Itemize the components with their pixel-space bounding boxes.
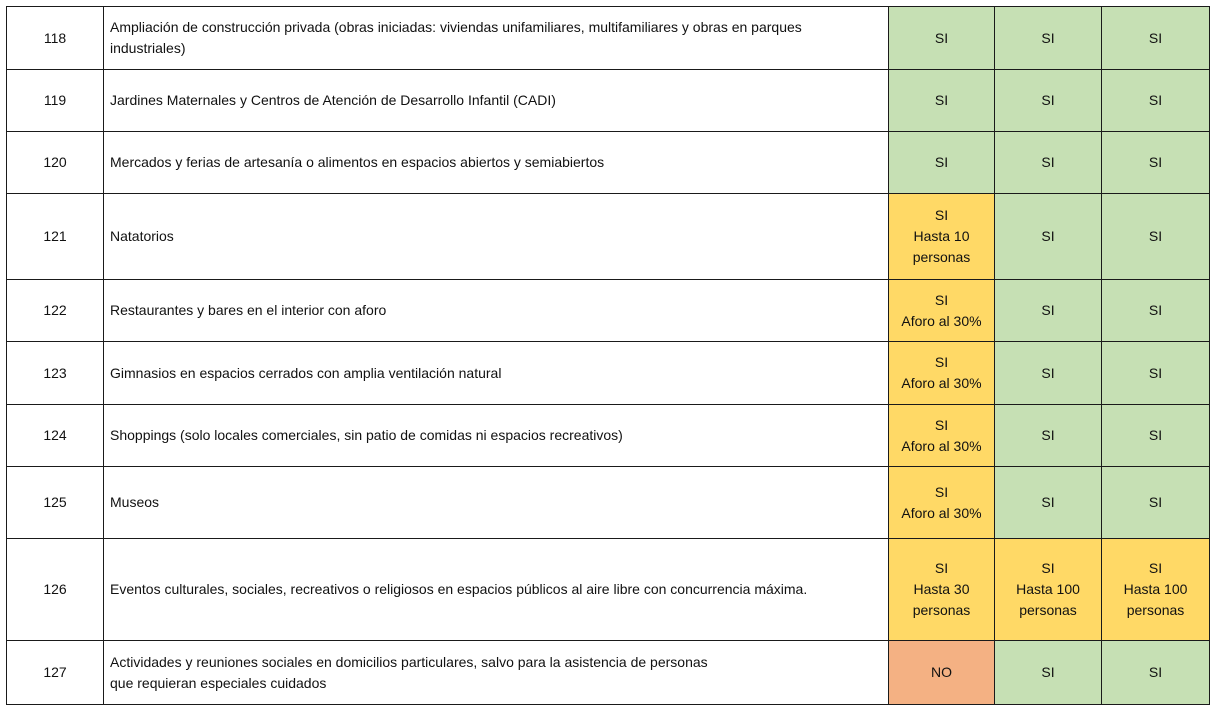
row-number: 126 bbox=[7, 539, 104, 641]
status-cell-phase-1 bbox=[889, 70, 995, 132]
description-line: Actividades y reuniones sociales en domicilios particulares, salvo para la asistencia de personas bbox=[110, 653, 708, 670]
status-text: SI bbox=[1148, 228, 1163, 244]
description-line: Restaurantes y bares en el interior con aforo bbox=[110, 302, 387, 318]
status-cell-phase-2 bbox=[995, 342, 1102, 405]
description-line: Mercados y ferias de artesanía o alimentos en espacios abiertos y semiabiertos bbox=[110, 154, 605, 170]
row-number: 122 bbox=[7, 280, 104, 342]
status-text: SI bbox=[934, 560, 949, 576]
status-cell-phase-3 bbox=[1102, 467, 1210, 539]
row-number: 121 bbox=[7, 194, 104, 280]
status-cell-phase-1 bbox=[889, 467, 995, 539]
table-row bbox=[7, 539, 1210, 641]
status-text: SI bbox=[1148, 494, 1163, 510]
activity-description bbox=[104, 641, 889, 705]
status-cell-phase-2 bbox=[995, 194, 1102, 280]
status-condition: personas bbox=[1126, 602, 1185, 618]
description-line: Museos bbox=[110, 494, 160, 510]
status-cell-phase-3 bbox=[1102, 132, 1210, 194]
activities-table bbox=[6, 6, 1210, 705]
status-cell-phase-3 bbox=[1102, 539, 1210, 641]
status-cell-phase-1 bbox=[889, 405, 995, 467]
status-text: SI bbox=[934, 416, 949, 433]
status-cell-phase-1 bbox=[889, 539, 995, 641]
status-text: SI bbox=[1041, 494, 1055, 510]
status-text: SI bbox=[934, 29, 949, 46]
table-row bbox=[7, 467, 1210, 539]
activity-description bbox=[104, 194, 889, 280]
status-text: SI bbox=[1041, 427, 1055, 443]
status-text: SI bbox=[1041, 154, 1055, 170]
table-row bbox=[7, 132, 1210, 194]
status-cell-phase-3 bbox=[1102, 405, 1210, 467]
status-text: SI bbox=[1148, 154, 1163, 170]
status-cell-phase-2 bbox=[995, 280, 1102, 342]
status-text: SI bbox=[1041, 560, 1055, 576]
description-line: industriales) bbox=[110, 40, 186, 56]
status-text: SI bbox=[1041, 664, 1055, 680]
description-line: Gimnasios en espacios cerrados con amplia ventilación natural bbox=[110, 364, 502, 381]
status-text: SI bbox=[934, 291, 949, 308]
status-condition: personas bbox=[912, 249, 971, 265]
table-row bbox=[7, 70, 1210, 132]
status-condition: personas bbox=[1019, 602, 1077, 618]
status-text: SI bbox=[1041, 29, 1055, 46]
status-text: SI bbox=[1148, 664, 1163, 680]
status-condition: Hasta 100 bbox=[1016, 581, 1080, 597]
status-text: SI bbox=[1148, 92, 1163, 108]
activity-description bbox=[104, 467, 889, 539]
status-text: SI bbox=[1148, 302, 1163, 318]
status-text: SI bbox=[1148, 427, 1163, 443]
status-text: SI bbox=[1041, 92, 1055, 108]
table-row bbox=[7, 342, 1210, 405]
status-cell-phase-2 bbox=[995, 405, 1102, 467]
status-cell-phase-1 bbox=[889, 194, 995, 280]
row-number: 118 bbox=[7, 7, 104, 70]
status-text: SI bbox=[1148, 560, 1163, 576]
activity-description bbox=[104, 539, 889, 641]
row-number: 125 bbox=[7, 467, 104, 539]
status-condition: Aforo al 30% bbox=[901, 504, 982, 521]
row-number: 124 bbox=[7, 405, 104, 467]
status-cell-phase-2 bbox=[995, 132, 1102, 194]
row-number: 127 bbox=[7, 641, 104, 705]
description-line: que requieran especiales cuidados bbox=[110, 674, 327, 691]
status-text: SI bbox=[934, 154, 949, 170]
status-cell-phase-1 bbox=[889, 280, 995, 342]
status-cell-phase-1 bbox=[889, 342, 995, 405]
status-text: SI bbox=[1041, 364, 1055, 381]
description-line: Eventos culturales, sociales, recreativos o religiosos en espacios públicos al aire libre con concurrencia máxima. bbox=[110, 581, 808, 597]
status-text: SI bbox=[934, 207, 949, 223]
status-cell-phase-2 bbox=[995, 70, 1102, 132]
description-line: Ampliación de construcción privada (obras iniciadas: viviendas unifamiliares, multifamiliares y obras en parques bbox=[110, 19, 802, 35]
status-cell-phase-3 bbox=[1102, 280, 1210, 342]
status-condition: Hasta 100 bbox=[1123, 581, 1188, 597]
table-row bbox=[7, 7, 1210, 70]
activity-description bbox=[104, 280, 889, 342]
description-line: Jardines Maternales y Centros de Atención de Desarrollo Infantil (CADI) bbox=[110, 92, 556, 108]
description-line: Shoppings (solo locales comerciales, sin patio de comidas ni espacios recreativos) bbox=[110, 427, 623, 443]
activities-table-body bbox=[7, 7, 1210, 705]
status-text: SI bbox=[934, 354, 949, 370]
status-condition: personas bbox=[912, 602, 971, 618]
status-condition: Hasta 10 bbox=[913, 228, 970, 244]
status-text: SI bbox=[1041, 228, 1055, 244]
status-cell-phase-3 bbox=[1102, 70, 1210, 132]
row-number: 119 bbox=[7, 70, 104, 132]
status-cell-phase-1 bbox=[889, 7, 995, 70]
activity-description bbox=[104, 342, 889, 405]
row-number: 120 bbox=[7, 132, 104, 194]
description-line: Natatorios bbox=[110, 228, 174, 244]
activity-description bbox=[104, 405, 889, 467]
status-cell-phase-2 bbox=[995, 467, 1102, 539]
table-row bbox=[7, 405, 1210, 467]
status-text: SI bbox=[934, 92, 949, 108]
activity-description bbox=[104, 7, 889, 70]
status-cell-phase-3 bbox=[1102, 7, 1210, 70]
status-cell-phase-3 bbox=[1102, 342, 1210, 405]
status-condition: Aforo al 30% bbox=[901, 375, 982, 391]
status-text: SI bbox=[1041, 302, 1055, 318]
status-cell-phase-1 bbox=[889, 641, 995, 705]
status-text: NO bbox=[931, 664, 952, 680]
table-row bbox=[7, 280, 1210, 342]
status-cell-phase-1 bbox=[889, 132, 995, 194]
table-row bbox=[7, 194, 1210, 280]
status-text: SI bbox=[934, 483, 949, 500]
status-cell-phase-2 bbox=[995, 539, 1102, 641]
status-cell-phase-3 bbox=[1102, 194, 1210, 280]
status-condition: Hasta 30 bbox=[913, 581, 970, 597]
status-text: SI bbox=[1148, 29, 1163, 46]
status-condition: Aforo al 30% bbox=[901, 437, 982, 454]
status-text: SI bbox=[1148, 364, 1163, 381]
activity-description bbox=[104, 132, 889, 194]
status-cell-phase-3 bbox=[1102, 641, 1210, 705]
row-number: 123 bbox=[7, 342, 104, 405]
activity-description bbox=[104, 70, 889, 132]
status-condition: Aforo al 30% bbox=[901, 312, 982, 329]
table-row bbox=[7, 641, 1210, 705]
status-cell-phase-2 bbox=[995, 641, 1102, 705]
status-cell-phase-2 bbox=[995, 7, 1102, 70]
